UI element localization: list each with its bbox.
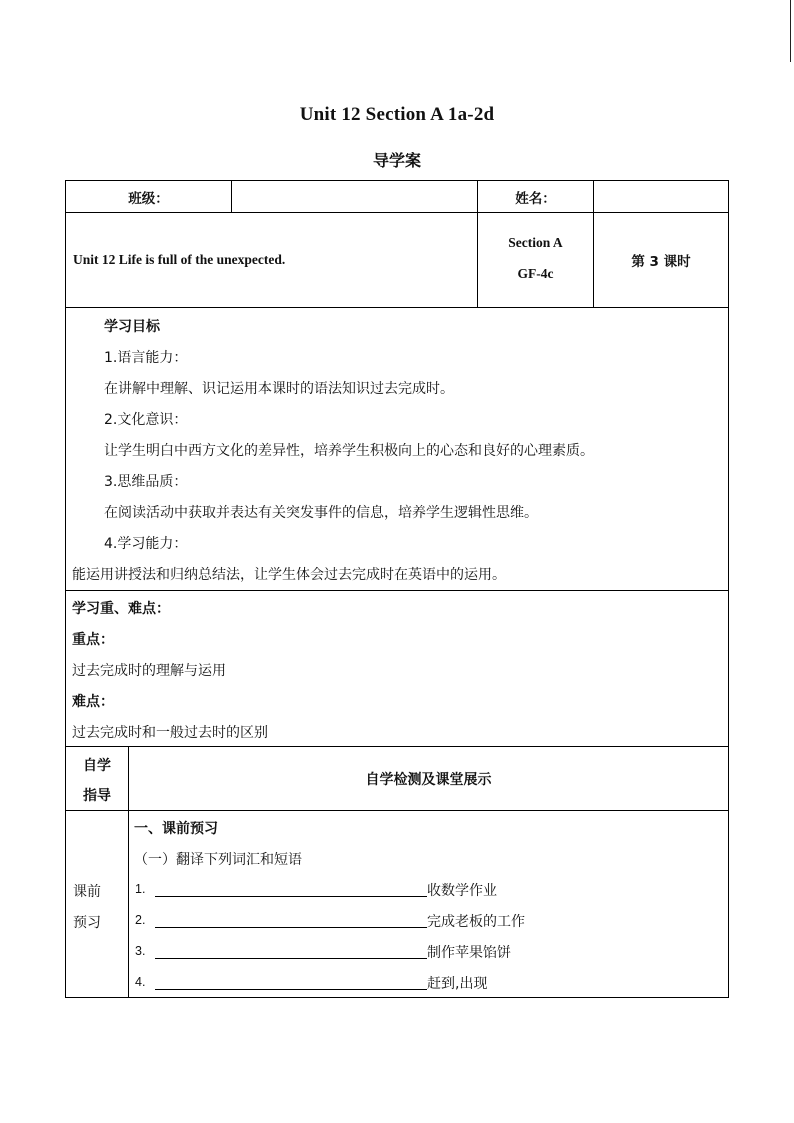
- answer-blank[interactable]: [155, 958, 427, 959]
- period-label: 第 3 课时: [631, 254, 691, 270]
- preview-item-text: 收数学作业: [427, 883, 497, 899]
- difficult-text: 过去完成时和一般过去时的区别: [72, 725, 268, 741]
- page-edge-mark: [790, 0, 791, 62]
- preview-item-number: 4.: [135, 975, 146, 989]
- preview-left-line-2: 预习: [73, 915, 101, 931]
- preview-item-number: 2.: [135, 913, 146, 927]
- objective-item: 1.语言能力：: [104, 350, 188, 366]
- preview-right-cell: [128, 810, 729, 998]
- preview-left-cell: [65, 810, 129, 998]
- guide-left-line-1: 自学: [83, 758, 111, 774]
- objective-item: 让学生明白中西方文化的差异性，培养学生积极向上的心态和良好的心理素质。: [104, 443, 594, 459]
- preview-subsection: （一）翻译下列词汇和短语: [134, 852, 302, 868]
- key-points-cell: [65, 590, 729, 747]
- answer-blank[interactable]: [155, 989, 427, 990]
- preview-item-text: 赶到,出现: [427, 976, 488, 992]
- key-label: 重点：: [72, 632, 114, 648]
- class-label-cell: [65, 180, 232, 213]
- preview-item-number: 1.: [135, 882, 146, 896]
- guide-left-line-2: 指导: [83, 788, 111, 804]
- preview-section-title: 一、课前预习: [134, 821, 218, 837]
- class-value-cell[interactable]: [231, 180, 478, 213]
- section-cell: [477, 212, 594, 308]
- objectives-cell: [65, 307, 729, 591]
- period-cell: [593, 212, 729, 308]
- objective-item: 4.学习能力：: [104, 536, 188, 552]
- class-label: 班级：: [128, 190, 169, 207]
- objective-item: 3.思维品质：: [104, 474, 188, 490]
- preview-left-line-1: 课前: [73, 884, 101, 900]
- answer-blank[interactable]: [155, 896, 427, 897]
- difficult-label: 难点：: [72, 694, 114, 710]
- preview-item-text: 完成老板的工作: [427, 914, 525, 930]
- objective-item: 能运用讲授法和归纳总结法，让学生体会过去完成时在英语中的运用。: [72, 567, 506, 583]
- guide-left-cell: [65, 746, 129, 811]
- name-label-cell: [477, 180, 594, 213]
- objective-item: 在阅读活动中获取并表达有关突发事件的信息，培养学生逻辑性思维。: [104, 505, 538, 521]
- section-line-2: GF-4c: [517, 266, 554, 281]
- objective-item: 在讲解中理解、识记运用本课时的语法知识过去完成时。: [104, 381, 454, 397]
- name-label: 姓名：: [515, 190, 556, 207]
- answer-blank[interactable]: [155, 927, 427, 928]
- unit-title: Unit 12 Life is full of the unexpected.: [73, 252, 286, 267]
- guide-right-title: 自学检测及课堂展示: [365, 771, 492, 788]
- document-subtitle: 导学案: [372, 151, 421, 170]
- document-title: Unit 12 Section A 1a-2d: [299, 104, 495, 125]
- objective-item: 2.文化意识：: [104, 412, 188, 428]
- guide-right-cell: [128, 746, 729, 811]
- preview-item-number: 3.: [135, 944, 146, 958]
- objectives-heading: 学习目标: [104, 319, 160, 335]
- unit-title-cell: [65, 212, 478, 308]
- key-points-heading: 学习重、难点：: [72, 601, 170, 617]
- key-text: 过去完成时的理解与运用: [72, 663, 226, 679]
- preview-item-text: 制作苹果馅饼: [427, 945, 511, 961]
- name-value-cell[interactable]: [593, 180, 729, 213]
- section-line-1: Section A: [508, 235, 563, 250]
